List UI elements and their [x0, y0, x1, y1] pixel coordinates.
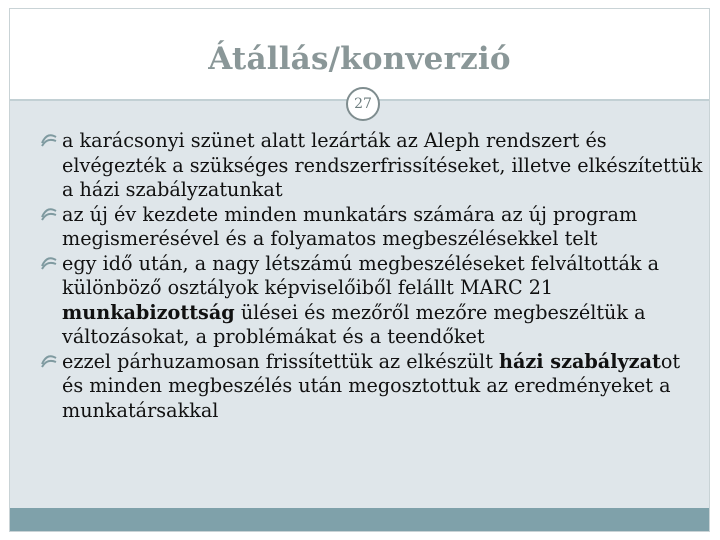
title-area: [10, 9, 709, 99]
bullet-text: az új év kezdete minden munkatárs számára az új program megismerésével és a folyamatos megbeszélésekkel telt: [62, 202, 638, 250]
emphasized-text: munkabizottság: [62, 300, 235, 324]
slide-number-badge: 27: [346, 87, 380, 121]
bullet-text-start: egy idő után, a nagy létszámú megbeszéléseket felváltották a különböző osztályok képviselőiből felállt MARC 21: [62, 251, 660, 299]
slide-title: Átállás/konverzió: [208, 41, 511, 77]
bullet-icon: [41, 253, 57, 268]
bullet-item-1: [41, 129, 706, 203]
bullet-text-end: ülései és mezőről mezőre megbeszéltük a változásokat, a problémákat és a teendőket: [62, 300, 646, 348]
bullet-text-start: ezzel párhuzamosan frissítettük az elkészült: [62, 349, 500, 373]
bullet-icon: [41, 351, 57, 366]
bullet-item-4: [41, 350, 706, 424]
bullet-icon: [41, 204, 57, 219]
emphasized-text: házi szabályzat: [499, 349, 661, 373]
bottom-accent-bar: [10, 508, 709, 531]
bullet-text-end: ot és minden megbeszélés után megosztottuk az eredményeket a munkatársakkal: [62, 349, 681, 422]
bullet-text: a karácsonyi szünet alatt lezárták az Aleph rendszert és elvégezték a szükséges rendszerfrissítéseket, illetve elkészítettük a házi szabályzatunkat: [62, 129, 703, 201]
bullet-list: [41, 129, 706, 423]
bullet-icon: [41, 130, 57, 145]
bullet-item-3: [41, 252, 706, 350]
slide-frame: [9, 8, 710, 532]
bullet-item-2: [41, 203, 706, 252]
